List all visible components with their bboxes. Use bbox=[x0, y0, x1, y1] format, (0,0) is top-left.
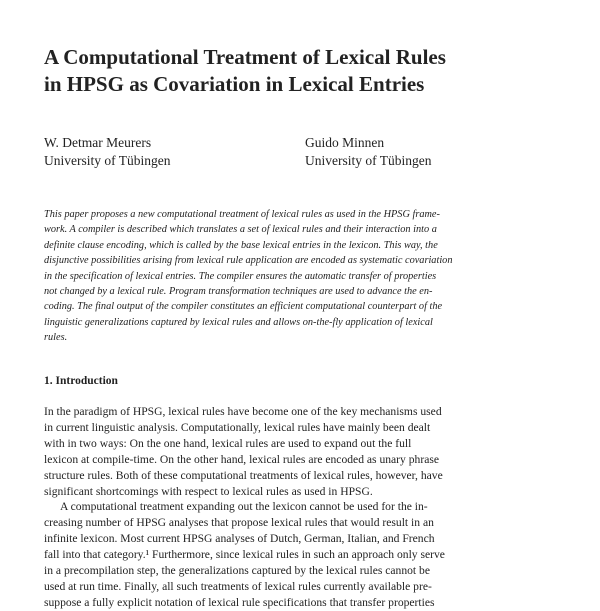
abstract bbox=[44, 207, 534, 346]
body-line: in a precompilation step, the generalizations captured by the lexical rules cannot be bbox=[44, 564, 430, 578]
paper-title bbox=[44, 44, 564, 98]
body-line: used at run time. Finally, all such treatments of lexical rules currently available pre- bbox=[44, 579, 432, 593]
abstract-line: in the specification of lexical entries. The compiler ensures the automatic transfer of properties bbox=[44, 270, 437, 282]
body-line: suppose a fully explicit notation of lexical rule specifications that transfer properties bbox=[44, 595, 435, 609]
title-line: in HPSG as Covariation in Lexical Entries bbox=[44, 72, 425, 96]
author-name: W. Detmar Meurers bbox=[44, 135, 152, 150]
abstract-line: work. A compiler is described which translates a set of lexical rules and their interaction into a bbox=[44, 224, 437, 236]
title-line: A Computational Treatment of Lexical Rules bbox=[44, 45, 446, 69]
author-affiliation: University of Tübingen bbox=[305, 153, 432, 168]
author-affiliation: University of Tübingen bbox=[44, 153, 171, 168]
abstract-line: disjunctive possibilities arising from lexical rule application are encoded as systematic covariation bbox=[44, 255, 453, 267]
author-block bbox=[305, 134, 431, 170]
body-text bbox=[44, 404, 538, 611]
body-line: lexicon at compile-time. On the other hand, lexical rules are encoded as unary phrase bbox=[44, 452, 439, 466]
body-line: significant shortcomings with respect to lexical rules as used in HPSG. bbox=[44, 484, 373, 498]
body-line: creasing number of HPSG analyses that propose lexical rules that would result in an bbox=[44, 516, 434, 530]
abstract-line: not changed by a lexical rule. Program transformation techniques are used to advance the en- bbox=[44, 286, 433, 298]
section-number: 1. bbox=[44, 375, 53, 387]
body-line: in current linguistic analysis. Computationally, lexical rules have mainly been dealt bbox=[44, 420, 431, 434]
body-line: A computational treatment expanding out the lexicon cannot be used for the in- bbox=[60, 500, 428, 514]
abstract-line: rules. bbox=[44, 332, 68, 344]
author-name: Guido Minnen bbox=[305, 135, 385, 150]
abstract-line: definite clause encoding, which is called by the base lexical entries in the lexicon. This way, the bbox=[44, 239, 438, 251]
abstract-line: This paper proposes a new computational treatment of lexical rules as used in the HPSG frame- bbox=[44, 209, 440, 220]
section-heading bbox=[44, 375, 118, 387]
author-block bbox=[44, 134, 170, 170]
body-line: with in two ways: On the one hand, lexical rules are used to expand out the full bbox=[44, 436, 412, 450]
section-title: Introduction bbox=[55, 375, 118, 387]
abstract-line: coding. The final output of the compiler constitutes an efficient computational counterpart of the bbox=[44, 301, 443, 313]
body-line: infinite lexicon. Most current HPSG analyses of Dutch, German, Italian, and French bbox=[44, 532, 435, 546]
abstract-line: linguistic generalizations captured by lexical rules and allows on-the-fly application of lexical bbox=[44, 316, 433, 328]
body-line: structure rules. Both of these computational treatments of lexical rules, however, have bbox=[44, 468, 443, 482]
body-line: In the paradigm of HPSG, lexical rules have become one of the key mechanisms used bbox=[44, 405, 442, 418]
body-line: fall into that category.¹ Furthermore, since lexical rules in such an approach only serve bbox=[44, 548, 445, 562]
